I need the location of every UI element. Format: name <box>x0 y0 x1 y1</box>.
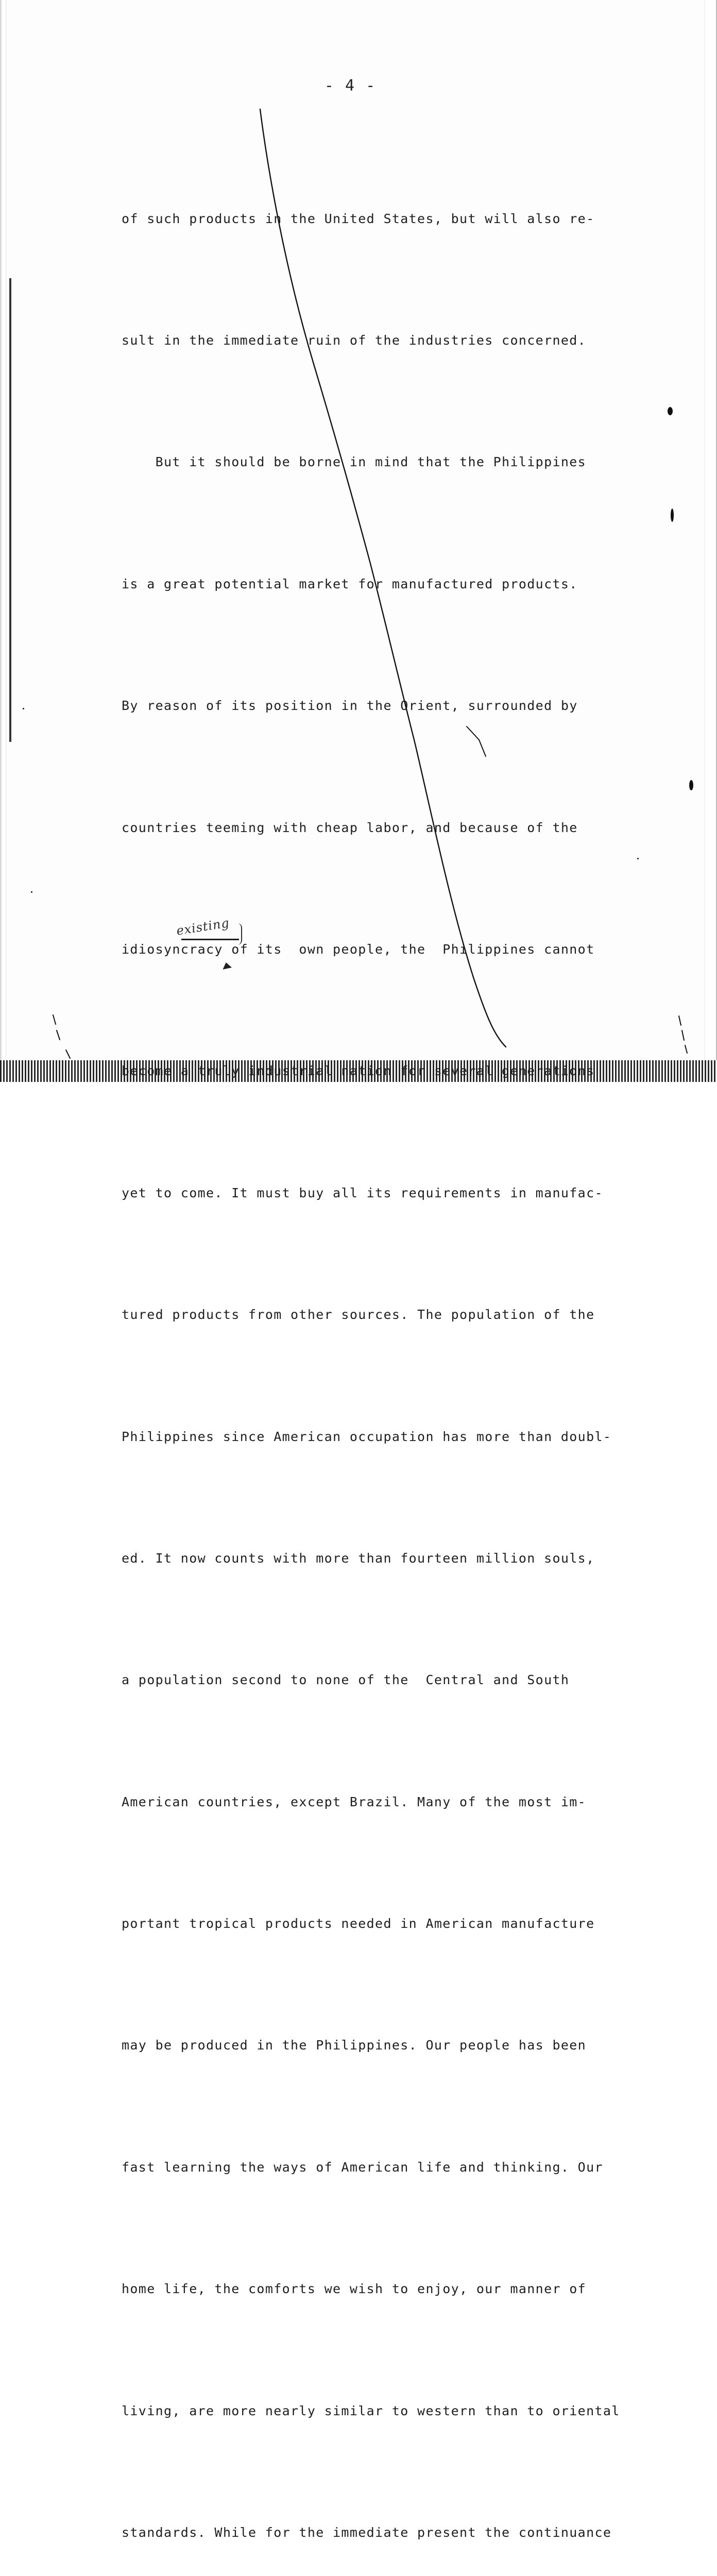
left-paper-edge <box>9 278 11 742</box>
insert-bracket <box>237 923 242 945</box>
text-line: American countries, except Brazil. Many of the most im- <box>122 1794 587 1809</box>
text-line: fast learning the ways of American life and thinking. Our <box>122 2159 603 2175</box>
text-line: a population second to none of the Central and South <box>122 1672 570 1688</box>
text-line: become a truly industrial nation for several generations <box>122 1063 595 1079</box>
text-line: may be produced in the Philippines. Our people has been <box>122 2038 587 2053</box>
scan-speck <box>31 891 32 893</box>
text-line: home life, the comforts we wish to enjoy, our manner of <box>122 2281 587 2297</box>
scan-speck <box>668 407 673 415</box>
strikeout-line <box>181 939 239 940</box>
text-line: living, are more nearly similar to western than to oriental <box>122 2403 620 2418</box>
scan-speck <box>23 708 24 709</box>
text-line: of such products in the United States, but will also re- <box>122 211 595 226</box>
typed-body-text <box>122 117 620 2576</box>
text-line: But it should be borne in mind that the Philippines <box>122 454 587 470</box>
handwritten-insert: existing <box>175 916 231 938</box>
scan-speck <box>671 509 674 522</box>
text-line: Philippines since American occupation has more than doubl- <box>122 1429 612 1444</box>
text-line: is a great potential market for manufactured products. <box>122 576 578 591</box>
text-line: yet to come. It must buy all its requirements in manufac- <box>122 1185 603 1200</box>
scan-speck <box>689 780 693 790</box>
scan-speck <box>637 858 639 859</box>
text-line: sult in the immediate ruin of the industries concerned. <box>122 332 587 348</box>
text-line: standards. While for the immediate present the continuance <box>122 2525 612 2540</box>
text-line: portant tropical products needed in American manufacture <box>122 1916 595 1931</box>
text-line: ed. It now counts with more than fourteen million souls, <box>122 1550 595 1566</box>
text-line: idiosyncracy of its own people, the Philippines cannot <box>122 941 595 957</box>
text-line: tured products from other sources. The population of the <box>122 1307 595 1323</box>
text-line: By reason of its position in the Orient, surrounded by <box>122 698 578 714</box>
page-number: - 4 - <box>324 77 377 95</box>
text-line: countries teeming with cheap labor, and because of the <box>122 820 578 835</box>
